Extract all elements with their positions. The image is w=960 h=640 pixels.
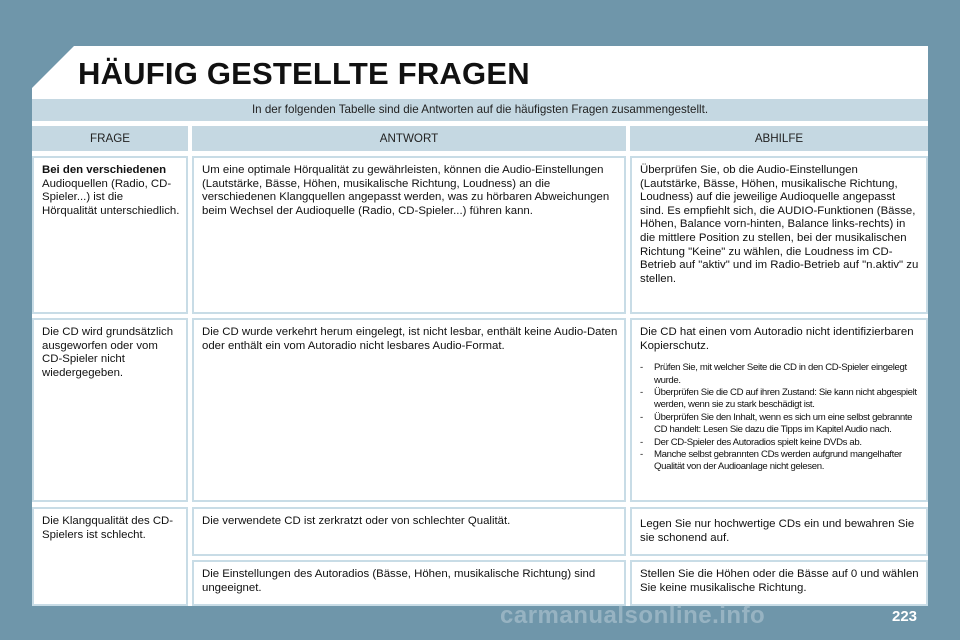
row3-frage-cell <box>32 507 188 606</box>
row3-frage-text: Die Klangqualität des CD-Spielers ist schlecht. <box>42 515 174 541</box>
list-item: - Manche selbst gebrannten CDs werden aufgrund mangelhafter Qualität von der Audioanlage nicht gelesen. <box>640 449 902 473</box>
row4-antwort-text: Die Einstellungen des Autoradios (Bässe, Höhen, musikalische Richtung) sind ungeeignet. <box>202 568 596 594</box>
row1-antwort-cell <box>192 156 626 314</box>
row1-frage-text: Audioquellen (Radio, CD-Spieler...) ist die Hörqualität unterschiedlich. <box>42 177 180 217</box>
row2-antwort-cell <box>192 318 626 502</box>
row1-abhilfe-cell <box>630 156 928 314</box>
column-header-abhilfe: ABHILFE <box>630 126 928 151</box>
page-title: HÄUFIG GESTELLTE FRAGEN <box>78 56 530 91</box>
row4-abhilfe-text: Stellen Sie die Höhen oder die Bässe auf 0 und wählen Sie keine musikalische Richtung. <box>640 568 919 594</box>
column-header-antwort: ANTWORT <box>192 126 626 151</box>
watermark: carmanualsonline.info <box>500 602 766 629</box>
row2-antwort-text: Die CD wurde verkehrt herum eingelegt, ist nicht lesbar, enthält keine Audio-Daten oder enthält ein vom Autoradio nicht lesbares Audio-Format. <box>202 326 618 352</box>
row1-frage-cell <box>32 156 188 314</box>
intro-text: In der folgenden Tabelle sind die Antworten auf die häufigsten Fragen zusammengestellt. <box>32 99 928 121</box>
row4-antwort-cell <box>192 560 626 606</box>
row3-antwort-cell <box>192 507 626 556</box>
row4-abhilfe-cell <box>630 560 928 606</box>
row2-abhilfe-text: Die CD hat einen vom Autoradio nicht identifizierbaren Kopierschutz. <box>640 326 914 352</box>
row3-abhilfe-text: Legen Sie nur hochwertige CDs ein und bewahren Sie sie schonend auf. <box>640 518 915 544</box>
row1-abhilfe-text: Überprüfen Sie, ob die Audio-Einstellungen (Lautstärke, Bässe, Höhen, musikalische Richtung, Loudness) auf die jeweilige Audioquelle angepasst sind. Es empfiehlt sich, die AUDIO-Funktionen (Bässe, Höhen, Balance vorn-hinten, Balance links-rechts) in die mittlere Position zu stellen, bei der musikalischen Richtung "Keine" zu wählen, die Loudness im CD-Betrieb auf "aktiv" und im Radio-Betrieb auf "n.aktiv" zu stellen. <box>640 164 919 285</box>
row3-antwort-text: Die verwendete CD ist zerkratzt oder von schlechter Qualität. <box>202 515 511 527</box>
row3-abhilfe-cell <box>630 507 928 556</box>
list-item: - Prüfen Sie, mit welcher Seite die CD in den CD-Spieler eingelegt wurde. <box>640 362 907 386</box>
list-item: - Der CD-Spieler des Autoradios spielt keine DVDs ab. <box>640 436 862 448</box>
column-header-frage: FRAGE <box>32 126 188 151</box>
list-item: - Überprüfen Sie den Inhalt, wenn es sich um eine selbst gebrannte CD handelt: Lesen Sie dazu die Tipps im Kapitel Audio nach. <box>640 411 913 436</box>
page-number: 223 <box>892 608 918 625</box>
row2-frage-cell <box>32 318 188 502</box>
list-item: - Überprüfen Sie die CD auf ihren Zustand: Sie kann nicht abgespielt werden, wenn sie zu stark beschädigt ist. <box>640 387 917 411</box>
row1-frage-bold: Bei den verschiedenen <box>42 164 167 176</box>
row2-abhilfe-list <box>640 362 920 474</box>
row2-abhilfe-cell <box>630 318 928 502</box>
row1-antwort-text: Um eine optimale Hörqualität zu gewährleisten, können die Audio-Einstellungen (Lautstärke, Bässe, Höhen, musikalische Richtung, Loudness) an die verschiedenen Klangquellen angepasst werden, was zu hörbaren Abweichungen beim Wechsel der Audioquelle (Radio, CD-Spieler...) führen kann. <box>202 164 610 217</box>
row2-frage-text: Die CD wird grundsätzlich ausgeworfen oder vom CD-Spieler nicht wiedergegeben. <box>42 326 174 379</box>
